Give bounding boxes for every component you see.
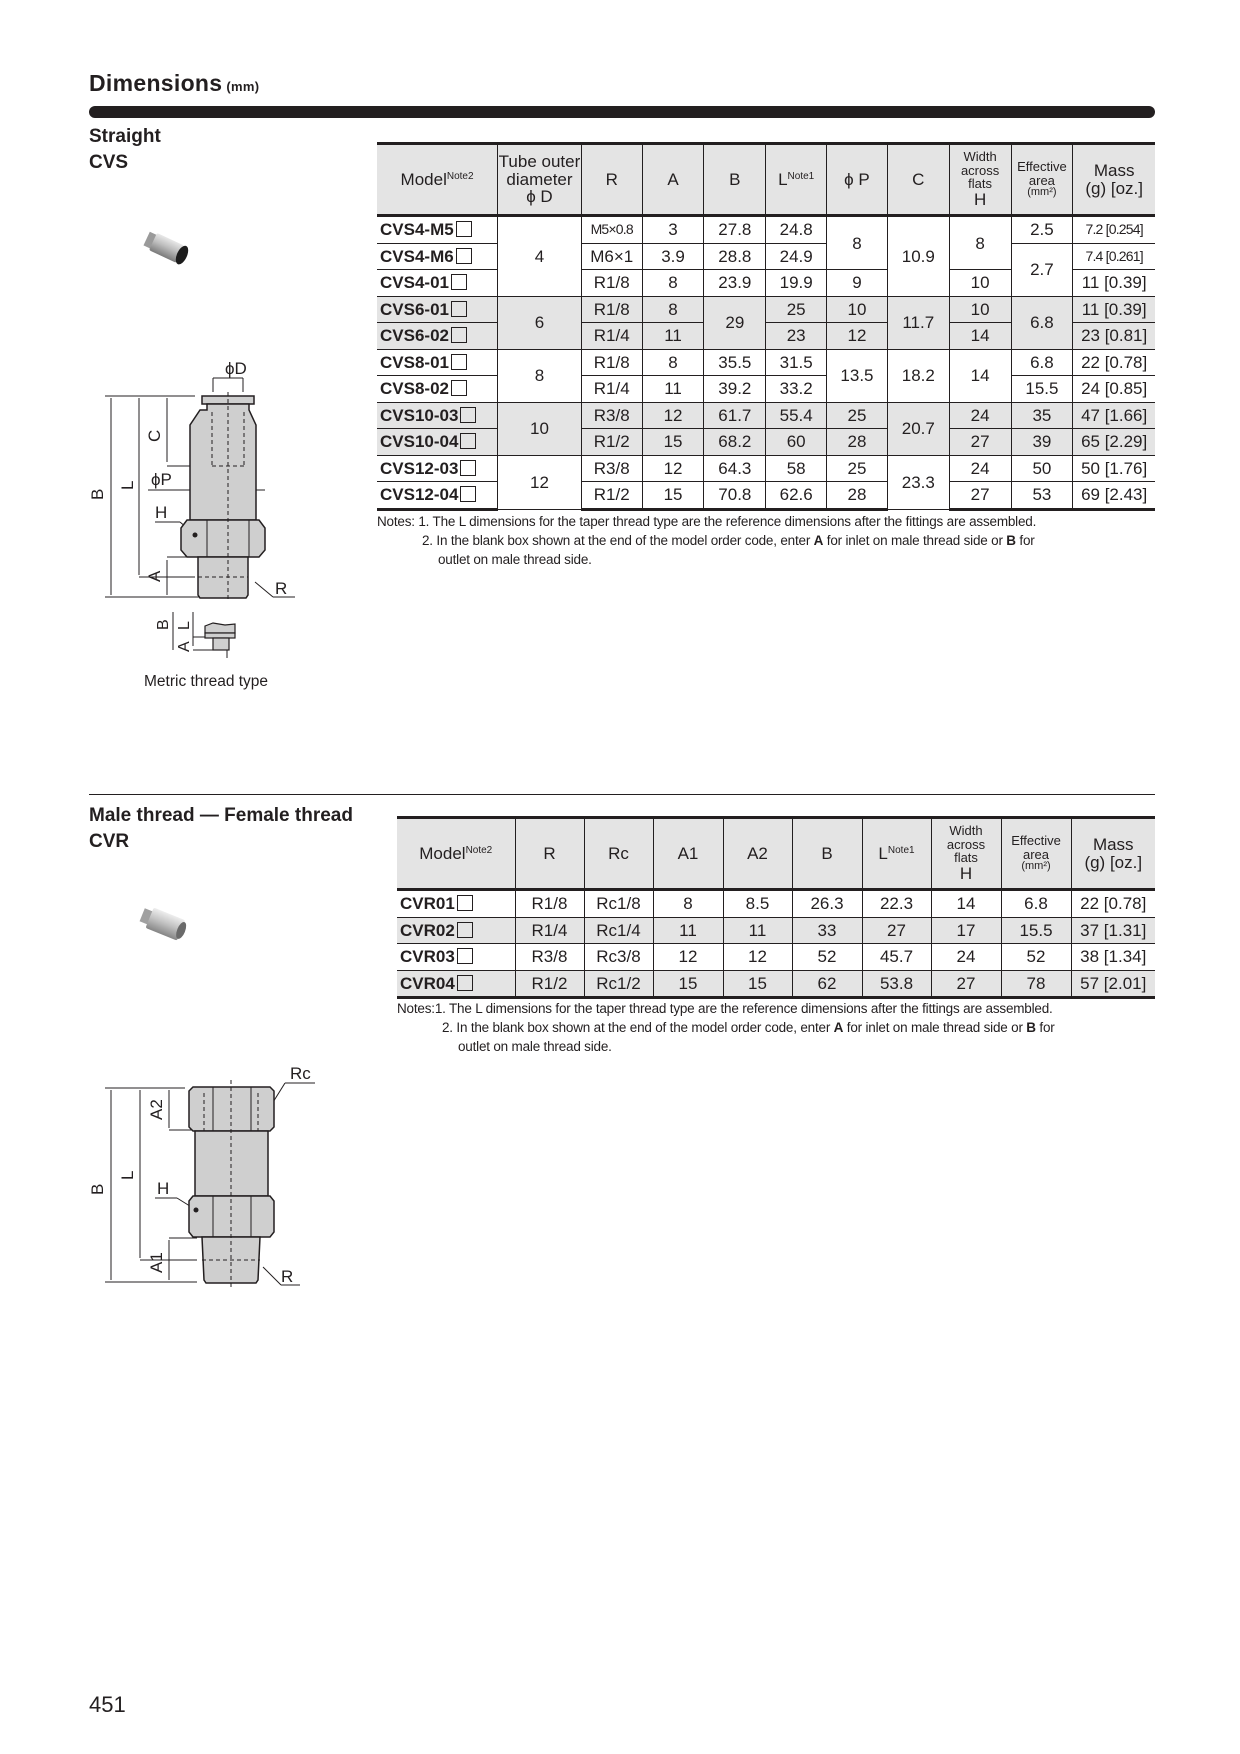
col-b: B [704,144,766,216]
label-b: B [88,1183,107,1195]
model-code: CVS8-01 [380,352,449,372]
cvs-body [190,404,256,520]
label-l: L [118,1170,137,1180]
cell-a1: 11 [653,917,723,944]
col-model: Model$^{Note2}$ [397,818,515,890]
section-divider [89,794,1155,795]
cell-l: 22.3 [862,890,931,918]
metric-label-b: B [155,619,172,630]
table-row [397,890,1155,918]
cell-r: R1/2 [515,970,584,998]
cvs-heading-series: CVS [89,152,129,173]
model-code: CVS8-02 [380,379,449,399]
col-r: R [515,818,584,890]
model-code: CVS4-01 [380,273,449,293]
blank-box-icon [456,221,472,237]
table-row: CVS4-01 R1/8 8 23.9 19.9 9 10 11 [0.39] [377,270,1155,297]
label-b: B [88,488,107,500]
label-a1: A1 [147,1252,166,1273]
label-c: C [145,429,164,442]
cvs-section-heading [89,124,161,176]
metric-label-l: L [176,621,193,630]
col-l: $L^{Note1}$ [766,144,827,216]
label-a: A [145,570,164,582]
cell-h: 27 [931,970,1001,998]
col-c: C [887,144,949,216]
blank-box-icon [456,248,472,264]
label-l: L [118,480,137,490]
title-bar-divider [89,106,1155,118]
model-code: CVR01 [400,894,455,914]
label-h: H [157,1179,170,1198]
model-code: CVS10-03 [380,405,459,425]
cell-eff: 78 [1001,970,1071,998]
cell-mass: 37 [1.31] [1071,917,1155,944]
cell-b: 62 [792,970,862,998]
col-b: B [792,818,862,890]
table-row: CVS10-03 10 R3/8 12 61.7 55.4 25 20.7 24 35 47 [1.66] [377,402,1155,429]
cell-a2: 8.5 [723,890,792,918]
metric-flange [205,633,235,638]
blank-box-icon [451,327,467,343]
cell-r: R1/8 [515,890,584,918]
model-code: CVS6-02 [380,326,449,346]
model-code: CVS12-04 [380,485,459,505]
cell-rc: Rc1/4 [584,917,653,944]
page-number: 451 [89,1692,126,1717]
cvs-notes [377,512,1167,569]
blank-box-icon [460,460,476,476]
model-code: CVS4-M6 [380,246,454,266]
col-model: Model$^{Note2}$ [377,144,498,216]
cvs-product-photo [130,225,210,275]
table-row: CVS6-02 R1/4 11 23 12 14 23 [0.81] [377,323,1155,350]
metric-label-a: A [176,641,193,652]
cell-h: 17 [931,917,1001,944]
cvr-heading-type: Male thread — Female thread [89,805,353,826]
label-phi-p: ϕP [151,470,172,489]
cell-eff: 6.8 [1001,890,1071,918]
cell-b: 26.3 [792,890,862,918]
blank-box-icon [457,922,473,938]
col-effective-area: Effective area (mm²) [1011,144,1073,216]
col-a: A [642,144,704,216]
blank-box-icon [451,301,467,317]
col-a1: A1 [653,818,723,890]
table-row: CVS4-M6 M6×1 3.9 28.8 24.9 2.7 7.4 [0.261] [377,243,1155,270]
metric-thread-caption: Metric thread type [144,673,269,690]
cell-a1: 12 [653,944,723,971]
table-row: CVS8-01 8 R1/8 8 35.5 31.5 13.5 18.2 14 6.8 22 [0.78] [377,349,1155,376]
blank-box-icon [451,274,467,290]
table-row: CVS6-01 6 R1/8 8 29 25 10 11.7 10 6.8 11 [0.39] [377,296,1155,323]
model-code: CVS4-M5 [380,220,454,240]
blank-box-icon [460,486,476,502]
label-h: H [155,503,168,522]
cvr-dimension-table [397,816,1155,999]
cell-tube-diameter: 4 [498,216,582,297]
cvs-hex-nut [181,520,265,557]
label-r: R [275,579,288,598]
table-row [397,917,1155,944]
cvr-note-2: 2. In the blank box shown at the end of the model order code, enter A for inlet on male thread side or B for [442,1020,1055,1035]
col-mass: Mass (g) [oz.] [1073,144,1155,216]
table-row [397,970,1155,998]
cell-a1: 8 [653,890,723,918]
cell-b: 33 [792,917,862,944]
cell-h: 24 [931,944,1001,971]
model-code: CVS12-03 [380,458,459,478]
cvr-section-heading [89,803,353,855]
blank-box-icon [457,975,473,991]
cell-mass: 57 [2.01] [1071,970,1155,998]
blank-box-icon [451,354,467,370]
cell-a1: 15 [653,970,723,998]
col-r: R [581,144,642,216]
blank-box-icon [451,380,467,396]
blank-box-icon [457,948,473,964]
col-phi-p: ϕ P [827,144,888,216]
cvr-dimension-drawing [85,1055,315,1300]
cell-eff: 15.5 [1001,917,1071,944]
col-l: $L^{Note1}$ [862,818,931,890]
cvs-note-2: 2. In the blank box shown at the end of the model order code, enter A for inlet on male thread side or B for [422,533,1035,548]
cell-b: 52 [792,944,862,971]
cell-l: 27 [862,917,931,944]
cell-a2: 15 [723,970,792,998]
col-width-across-flats: Width across flats H [949,144,1011,216]
cell-rc: Rc3/8 [584,944,653,971]
cell-a2: 11 [723,917,792,944]
col-a2: A2 [723,818,792,890]
col-rc: Rc [584,818,653,890]
page-title-text: Dimensions [89,70,223,96]
blank-box-icon [457,895,473,911]
cvr-note-1: Notes:1. The L dimensions for the taper thread type are the reference dimensions after the fittings are assembled. [397,1001,1053,1016]
cell-h: 14 [931,890,1001,918]
cell-rc: Rc1/8 [584,890,653,918]
table-row: CVS8-02 R1/4 11 39.2 33.2 15.5 24 [0.85] [377,376,1155,403]
col-width-across-flats: Width across flats H [931,818,1001,890]
cvr-header-row [397,818,1155,890]
cvs-note-2-cont: outlet on male thread side. [438,552,592,567]
table-row: CVS12-04 R1/2 15 70.8 62.6 28 27 53 69 [2.43] [377,482,1155,510]
cell-r: R3/8 [515,944,584,971]
cell-mass: 38 [1.34] [1071,944,1155,971]
metric-body-fragment [205,623,235,633]
cell-r: R1/4 [515,917,584,944]
label-rc: Rc [290,1064,311,1083]
cvr-note-2-cont: outlet on male thread side. [458,1039,612,1054]
model-code: CVR02 [400,920,455,940]
page-title [89,70,259,97]
label-a2: A2 [147,1099,166,1120]
cvs-dimension-table [377,142,1155,511]
cvs-dimension-drawing [85,350,315,610]
label-phi-d: ϕD [225,359,247,378]
page-title-unit: (mm) [226,79,260,94]
cvs-header-row [377,144,1155,216]
cvr-notes [397,999,1167,1056]
metric-thread-drawing [155,608,255,658]
cvs-heading-type: Straight [89,126,161,147]
cell-mass: 22 [0.78] [1071,890,1155,918]
table-row: CVS10-04 R1/2 15 68.2 60 28 27 39 65 [2.29] [377,429,1155,456]
col-mass: Mass (g) [oz.] [1071,818,1155,890]
cell-rc: Rc1/2 [584,970,653,998]
cvs-note-1: Notes: 1. The L dimensions for the taper thread type are the reference dimensions after the fittings are assembled. [377,514,1037,529]
cell-l: 53.8 [862,970,931,998]
metric-thread [213,638,229,650]
model-code: CVR04 [400,973,455,993]
table-row: CVS4-M5 4 M5×0.8 3 27.8 24.8 8 10.9 8 2.5 7.2 [0.254] [377,216,1155,244]
model-code: CVS10-04 [380,432,459,452]
cell-a2: 12 [723,944,792,971]
cell-l: 45.7 [862,944,931,971]
model-code: CVS6-01 [380,299,449,319]
col-tube-diameter: Tube outer diameter ϕ D [498,144,582,216]
table-row: CVS12-03 12 R3/8 12 64.3 58 25 23.3 24 50 50 [1.76] [377,455,1155,482]
blank-box-icon [460,407,476,423]
blank-box-icon [460,433,476,449]
cell-eff: 52 [1001,944,1071,971]
cvr-product-photo [130,900,200,950]
cvr-heading-series: CVR [89,831,130,852]
col-effective-area: Effective area (mm²) [1001,818,1071,890]
model-code: CVR03 [400,947,455,967]
label-r: R [281,1267,294,1286]
table-row [397,944,1155,971]
